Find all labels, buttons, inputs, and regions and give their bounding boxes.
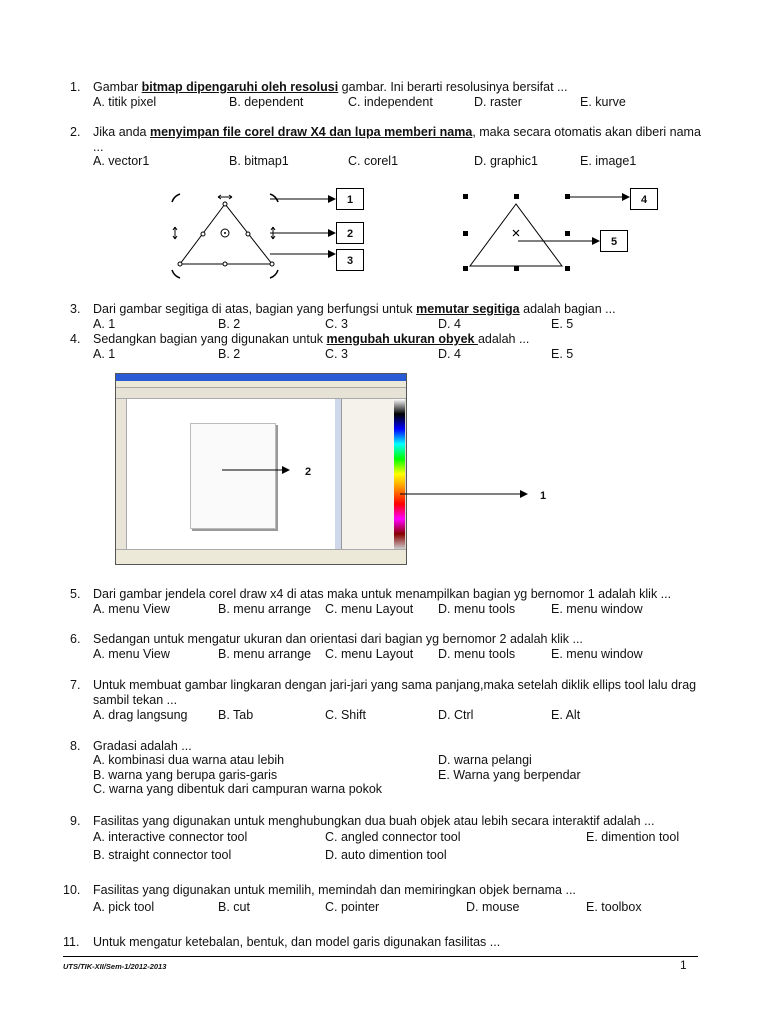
option-e: E. 5 bbox=[551, 347, 574, 361]
option-c: C. warna yang dibentuk dari campuran warna pokok bbox=[93, 782, 383, 796]
arrow-to-screenshot-1 bbox=[400, 490, 528, 498]
diagram-label-1: 1 bbox=[336, 188, 364, 210]
option-e: E. menu window bbox=[551, 602, 643, 616]
option-a: A. 1 bbox=[93, 317, 116, 331]
option-c: C. independent bbox=[348, 95, 433, 109]
option-a: A. menu View bbox=[93, 647, 170, 661]
option-b: B. 2 bbox=[218, 347, 241, 361]
option-d: D. mouse bbox=[466, 900, 520, 914]
question-number: 5. bbox=[70, 587, 81, 601]
diagram-label-4: 4 bbox=[630, 188, 658, 210]
option-e: E. toolbox bbox=[586, 900, 642, 914]
menu-bar bbox=[116, 381, 406, 388]
option-e: E. kurve bbox=[580, 95, 626, 109]
option-a: A. drag langsung bbox=[93, 708, 188, 722]
question-number: 10. bbox=[63, 883, 81, 897]
option-e: E. Warna yang berpendar bbox=[438, 768, 581, 782]
option-d: D. Ctrl bbox=[438, 708, 474, 722]
option-e: E. menu window bbox=[551, 647, 643, 661]
option-b: B. 2 bbox=[218, 317, 241, 331]
question-text-cont: sambil tekan ... bbox=[93, 693, 178, 707]
page-number: 1 bbox=[680, 958, 687, 972]
option-b: B. menu arrange bbox=[218, 602, 312, 616]
option-b: B. menu arrange bbox=[218, 647, 312, 661]
arrow-to-1 bbox=[270, 195, 336, 203]
option-d: D. auto dimention tool bbox=[325, 848, 447, 862]
option-d: D. menu tools bbox=[438, 647, 516, 661]
option-c: C. angled connector tool bbox=[325, 830, 461, 844]
option-c: C. menu Layout bbox=[325, 602, 414, 616]
question-number: 7. bbox=[70, 678, 81, 692]
option-a: A. 1 bbox=[93, 347, 116, 361]
option-a: A. kombinasi dua warna atau lebih bbox=[93, 753, 285, 767]
option-b: B. cut bbox=[218, 900, 250, 914]
option-d: D. graphic1 bbox=[474, 154, 538, 168]
question-text: Jika anda menyimpan file corel draw X4 dan lupa memberi nama, maka secara otomatis akan diberi nama bbox=[93, 125, 701, 139]
question-number: 11. bbox=[63, 935, 80, 949]
option-c: C. corel1 bbox=[348, 154, 399, 168]
option-e: E. Alt bbox=[551, 708, 581, 722]
question-number: 2. bbox=[70, 125, 81, 139]
option-d: D. 4 bbox=[438, 347, 461, 361]
diagram-label-5: 5 bbox=[600, 230, 628, 252]
question-number: 6. bbox=[70, 632, 81, 646]
option-c: C. menu Layout bbox=[325, 647, 414, 661]
arrow-to-2 bbox=[270, 229, 336, 237]
footer-code: UTS/TIK-XII/Sem-1/2012-2013 bbox=[63, 962, 167, 971]
option-d: D. 4 bbox=[438, 317, 461, 331]
option-d: D. raster bbox=[474, 95, 522, 109]
question-number: 1. bbox=[70, 80, 81, 94]
option-b: B. straight connector tool bbox=[93, 848, 232, 862]
option-e: E. image1 bbox=[580, 154, 637, 168]
option-c: C. 3 bbox=[325, 317, 348, 331]
option-d: D. menu tools bbox=[438, 602, 516, 616]
arrow-to-4 bbox=[568, 193, 630, 201]
diagram-label-2: 2 bbox=[336, 222, 364, 244]
rotate-mode-triangle bbox=[172, 194, 278, 278]
option-c: C. pointer bbox=[325, 900, 380, 914]
question-text: Gambar bitmap dipengaruhi oleh resolusi gambar. Ini berarti resolusinya bersifat ... bbox=[93, 80, 568, 94]
arrow-to-3 bbox=[270, 250, 336, 258]
question-text: Sedangkan bagian yang digunakan untuk mengubah ukuran obyek adalah ... bbox=[93, 332, 530, 346]
option-a: A. titik pixel bbox=[93, 95, 157, 109]
question-number: 4. bbox=[70, 332, 81, 346]
question-text: Sedangan untuk mengatur ukuran dan orientasi dari bagian yg bernomor 2 adalah klik ... bbox=[93, 632, 583, 646]
question-text: Fasilitas yang digunakan untuk menghubungkan dua buah objek atau lebih secara interaktif adalah ... bbox=[93, 814, 655, 828]
arrow-to-screenshot-2 bbox=[222, 466, 290, 474]
scale-mode-triangle bbox=[463, 194, 570, 271]
footer-rule bbox=[63, 956, 698, 957]
option-e: E. dimention tool bbox=[586, 830, 680, 844]
status-bar bbox=[116, 549, 406, 565]
question-number: 9. bbox=[70, 814, 81, 828]
option-d: D. warna pelangi bbox=[438, 753, 532, 767]
option-c: C. Shift bbox=[325, 708, 366, 722]
question-text: Untuk membuat gambar lingkaran dengan jari-jari yang sama panjang,maka setelah diklik ellips tool lalu drag bbox=[93, 678, 697, 692]
toolbox bbox=[116, 399, 127, 549]
diagram-label-3: 3 bbox=[336, 249, 364, 271]
question-text: Dari gambar jendela corel draw x4 di atas maka untuk menampilkan bagian yg bernomor 1 adalah klik ... bbox=[93, 587, 672, 601]
title-bar bbox=[116, 374, 406, 381]
option-a: A. interactive connector tool bbox=[93, 830, 248, 844]
option-a: A. pick tool bbox=[93, 900, 155, 914]
question-text: Dari gambar segitiga di atas, bagian yang berfungsi untuk memutar segitiga adalah bagian ... bbox=[93, 302, 616, 316]
screenshot-arrows bbox=[220, 460, 540, 510]
toolbar bbox=[116, 388, 406, 399]
option-b: B. Tab bbox=[218, 708, 254, 722]
question-text: Untuk mengatur ketebalan, bentuk, dan model garis digunakan fasilitas ... bbox=[93, 935, 501, 949]
question-text: Fasilitas yang digunakan untuk memilih, memindah dan memiringkan objek bernama ... bbox=[93, 883, 576, 897]
question-number: 3. bbox=[70, 302, 81, 316]
screenshot-label-1: 1 bbox=[540, 490, 547, 502]
question-number: 8. bbox=[70, 739, 81, 753]
screenshot-label-2: 2 bbox=[305, 466, 312, 478]
question-text: Gradasi adalah ... bbox=[93, 739, 192, 753]
option-b: B. warna yang berupa garis-garis bbox=[93, 768, 278, 782]
option-e: E. 5 bbox=[551, 317, 574, 331]
question-text-cont: ... bbox=[93, 140, 104, 154]
option-c: C. 3 bbox=[325, 347, 348, 361]
arrow-to-5 bbox=[518, 237, 600, 245]
option-a: A. menu View bbox=[93, 602, 170, 616]
option-b: B. dependent bbox=[229, 95, 304, 109]
option-a: A. vector1 bbox=[93, 154, 150, 168]
option-b: B. bitmap1 bbox=[229, 154, 289, 168]
